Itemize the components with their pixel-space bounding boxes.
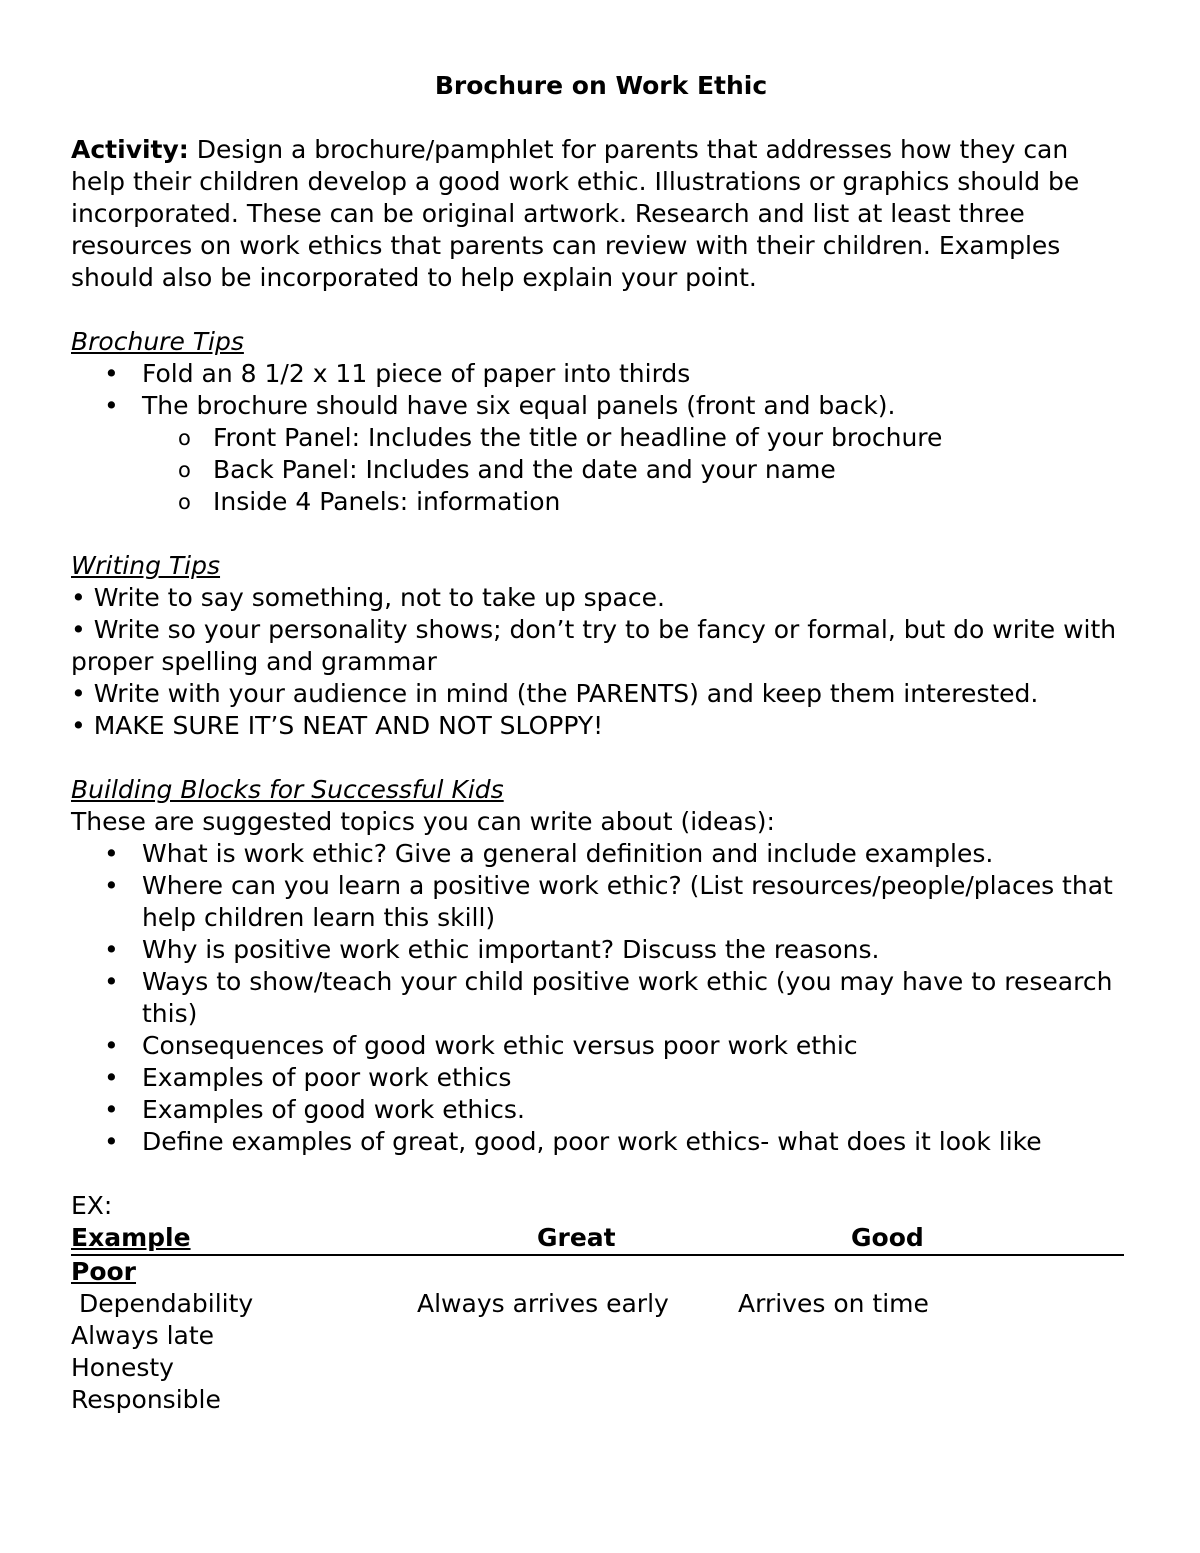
list-item: • Consequences of good work ethic versus poor work ethic (71, 1030, 1129, 1062)
header-good: Good (851, 1223, 924, 1252)
sub-list-item: o Back Panel: Includes and the date and your name (71, 454, 1129, 486)
list-item: • Fold an 8 1/2 x 11 piece of paper into thirds (71, 358, 1129, 390)
activity-text: Design a brochure/pamphlet for parents that addresses how they can help their children develop a good work ethic. Illustrations or graphics should be incorporated. These can be original artwork. Research and list at least three resources on work ethics that parents can review with their children. Examples should also be incorporated to help explain your point. (71, 135, 1080, 292)
activity-paragraph (71, 134, 1129, 294)
brochure-tips-list (71, 358, 1129, 422)
building-blocks-intro: These are suggested topics you can write about (ideas): (71, 807, 775, 836)
sub-list-item: o Inside 4 Panels: information (71, 486, 1129, 518)
list-item: • Where can you learn a positive work ethic? (List resources/people/places that help children learn this skill) (71, 870, 1129, 934)
example-table-header (71, 1222, 1124, 1256)
table-row (71, 1320, 1129, 1352)
writing-tip: • Write so your personality shows; don’t try to be fancy or formal, but do write with proper spelling and grammar (71, 615, 1117, 676)
table-row (71, 1352, 1129, 1384)
building-blocks-heading: Building Blocks for Successful Kids (71, 775, 504, 804)
writing-tip: • Write to say something, not to take up space. (71, 583, 665, 612)
activity-label: Activity: (71, 135, 189, 164)
list-item: • Examples of good work ethics. (71, 1094, 1129, 1126)
header-great: Great (537, 1223, 616, 1252)
spacer (71, 1158, 1129, 1190)
list-item: • The brochure should have six equal panels (front and back). (71, 390, 1129, 422)
brochure-tips-heading: Brochure Tips (71, 327, 244, 356)
cell-example: Dependability (79, 1289, 254, 1318)
cell-poor: Always late (71, 1321, 215, 1350)
panel-sub-list (71, 422, 1129, 518)
writing-tip: • Write with your audience in mind (the PARENTS) and keep them interested. (71, 679, 1039, 708)
cell-example: Honesty (71, 1353, 174, 1382)
writing-tips-heading: Writing Tips (71, 551, 221, 580)
cell-good: Arrives on time (738, 1289, 929, 1318)
header-poor: Poor (71, 1257, 137, 1286)
sub-list-item: o Front Panel: Includes the title or headline of your brochure (71, 422, 1129, 454)
list-item: • Ways to show/teach your child positive work ethic (you may have to research this) (71, 966, 1129, 1030)
ex-label: EX: (71, 1191, 113, 1220)
writing-tip: • MAKE SURE IT’S NEAT AND NOT SLOPPY! (71, 711, 604, 740)
spacer (71, 742, 1129, 774)
topics-list (71, 838, 1129, 1158)
spacer (71, 294, 1129, 326)
header-example: Example (71, 1223, 191, 1252)
document-page (71, 70, 1129, 1416)
cell-great: Always arrives early (417, 1289, 669, 1318)
table-row (71, 1256, 1129, 1288)
document-title: Brochure on Work Ethic (434, 71, 768, 100)
list-item: • Define examples of great, good, poor work ethics- what does it look like (71, 1126, 1129, 1158)
list-item: • Why is positive work ethic important? Discuss the reasons. (71, 934, 1129, 966)
list-item: • What is work ethic? Give a general definition and include examples. (71, 838, 1129, 870)
cell-example: Responsible (71, 1385, 221, 1414)
table-row (71, 1288, 1129, 1320)
list-item: • Examples of poor work ethics (71, 1062, 1129, 1094)
table-row (71, 1384, 1129, 1416)
spacer (71, 518, 1129, 550)
